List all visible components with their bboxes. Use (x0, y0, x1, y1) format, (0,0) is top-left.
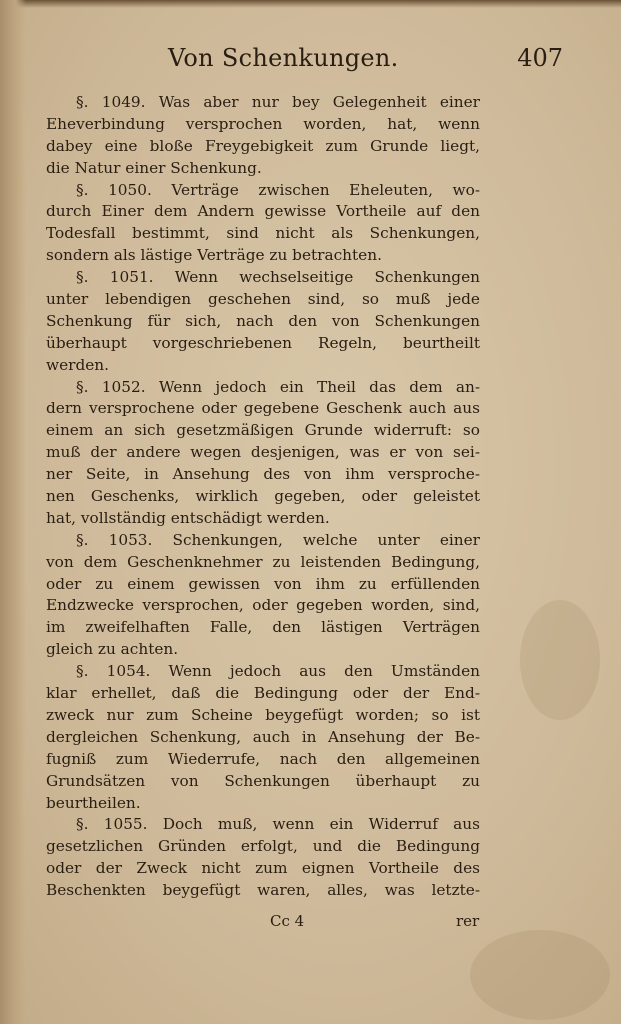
text-line: §. 1054. Wenn jedoch aus den Umständen (76, 662, 480, 681)
text-line: nen Geschenks, wirklich gegeben, oder geleistet (46, 487, 480, 506)
text-line: §. 1053. Schenkungen, welche unter einer (76, 530, 480, 549)
text-line: dergleichen Schenkung, auch in Ansehung der Be- (46, 727, 480, 746)
text-line: §. 1051. Wenn wechselseitige Schenkungen (76, 268, 480, 287)
text-line: durch Einer dem Andern gewisse Vortheile auf den (46, 202, 480, 221)
text-line: gleich zu achten. (46, 640, 179, 659)
text-line: Endzwecke versprochen, oder gegeben worden, sind, (46, 596, 480, 615)
text-line: oder zu einem gewissen von ihm zu erfüllenden (46, 574, 480, 593)
text-line: beurtheilen. (46, 793, 141, 812)
body-text (46, 92, 480, 902)
text-line: Schenkung für sich, nach den von Schenkungen (46, 311, 480, 330)
page-top-edge (0, 0, 621, 8)
text-line: von dem Geschenknehmer zu leistenden Bedingung, (46, 552, 480, 571)
text-line: dabey eine bloße Freygebigkeit zum Grunde liegt, (46, 136, 480, 155)
catchword: rer (456, 912, 480, 930)
text-line: sondern als lästige Verträge zu betrachten. (46, 246, 382, 265)
text-line: einem an sich gesetzmäßigen Grunde widerruft: so (46, 421, 480, 440)
paper-stain (470, 930, 610, 1020)
text-line: Todesfall bestimmt, sind nicht als Schenkungen, (46, 224, 480, 243)
page-header (48, 44, 563, 78)
page-number: 407 (517, 44, 563, 72)
text-line: §. 1055. Doch muß, wenn ein Widerruf aus (76, 815, 480, 834)
text-line: die Natur einer Schenkung. (46, 158, 262, 177)
text-line: hat, vollständig entschädigt werden. (46, 508, 330, 527)
text-line: gesetzlichen Gründen erfolgt, und die Bedingung (46, 837, 480, 856)
page-gutter-shadow (0, 0, 26, 1024)
paper-stain (520, 600, 600, 720)
text-line: im zweifelhaften Falle, den lästigen Verträgen (46, 618, 480, 637)
text-line: zweck nur zum Scheine beygefügt worden; so ist (46, 705, 480, 724)
text-line: überhaupt vorgeschriebenen Regeln, beurtheilt (46, 333, 480, 352)
text-line: werden. (46, 355, 110, 374)
text-line: unter lebendigen geschehen sind, so muß jede (46, 290, 480, 309)
text-line: §. 1050. Verträge zwischen Eheleuten, wo- (76, 180, 480, 199)
text-line: klar erhellet, daß die Bedingung oder der End- (46, 684, 480, 703)
text-line: dern versprochene oder gegebene Geschenk auch aus (46, 399, 480, 418)
running-title: Von Schenkungen. (168, 44, 399, 72)
text-line: muß der andere wegen desjenigen, was er von sei- (46, 443, 480, 462)
text-line: Eheverbindung versprochen worden, hat, wenn (46, 114, 480, 133)
text-line: §. 1049. Was aber nur bey Gelegenheit einer (76, 93, 480, 111)
text-line: fugniß zum Wiederrufe, nach den allgemeinen (46, 749, 480, 768)
text-line: Beschenkten beygefügt waren, alles, was letzte- (46, 881, 480, 900)
text-line: ner Seite, in Ansehung des von ihm versproche- (46, 465, 480, 484)
text-line: §. 1052. Wenn jedoch ein Theil das dem an- (76, 377, 480, 396)
signature-mark: Cc 4 (270, 912, 305, 930)
text-line: Grundsätzen von Schenkungen überhaupt zu (46, 771, 480, 790)
text-line: oder der Zweck nicht zum eignen Vortheile des (46, 859, 480, 878)
